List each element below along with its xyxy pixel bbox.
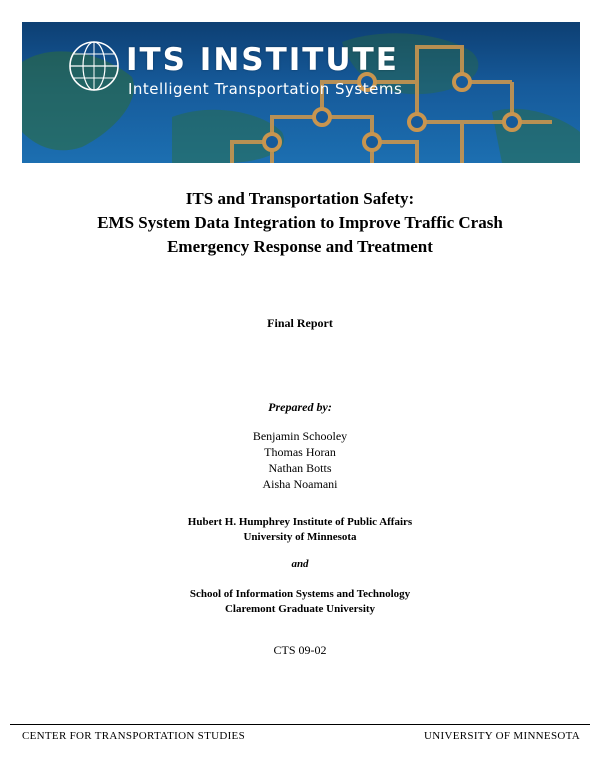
banner-title: ITS INSTITUTE [126, 42, 399, 78]
author-list [0, 428, 600, 492]
footer-divider [10, 724, 590, 725]
affiliation-claremont [0, 587, 600, 617]
affiliation-humphrey [0, 515, 600, 545]
footer-university-name: UNIVERSITY OF MINNESOTA [424, 730, 580, 742]
affiliation-line: Hubert H. Humphrey Institute of Public Affairs [187, 516, 413, 528]
author-name: Benjamin Schooley [252, 429, 348, 443]
and-label: and [291, 558, 309, 570]
author-name: Aisha Noamani [262, 477, 338, 491]
report-title-line: Emergency Response and Treatment [167, 237, 433, 256]
affiliation-line: University of Minnesota [243, 531, 357, 543]
globe-logo-icon [66, 38, 122, 94]
prepared-by-label: Prepared by: [268, 400, 332, 414]
author-name: Thomas Horan [264, 445, 336, 459]
affiliation-line: School of Information Systems and Technology [189, 588, 411, 600]
report-title-line: ITS and Transportation Safety: [185, 189, 415, 208]
report-type: Final Report [267, 316, 333, 330]
report-title [0, 187, 600, 259]
report-title-line: EMS System Data Integration to Improve Traffic Crash [97, 213, 503, 232]
footer-cts-name: CENTER FOR TRANSPORTATION STUDIES [22, 730, 245, 742]
author-name: Nathan Botts [268, 461, 332, 475]
its-institute-banner [22, 22, 580, 163]
banner-subtitle: Intelligent Transportation Systems [128, 80, 403, 98]
report-number: CTS 09-02 [273, 643, 327, 657]
affiliation-line: Claremont Graduate University [224, 603, 376, 615]
